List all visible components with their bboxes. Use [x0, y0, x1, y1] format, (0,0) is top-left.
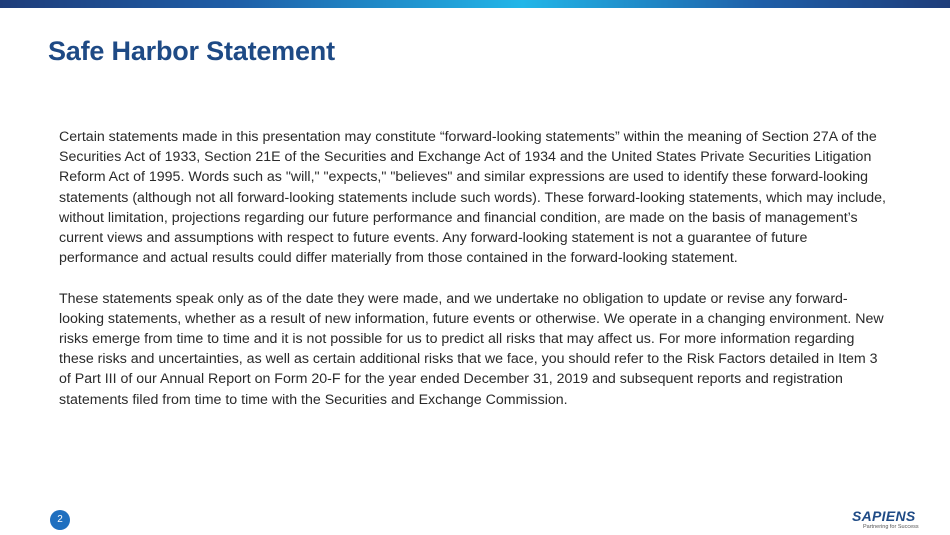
logo-wordmark: SAPIENS	[852, 508, 916, 524]
slide-body	[59, 127, 889, 410]
page-number-badge: 2	[50, 510, 70, 530]
header-accent-bar	[0, 0, 950, 8]
paragraph-obligations: These statements speak only as of the date they were made, and we undertake no obligation to update or revise any forward-looking statements, whether as a result of new information, future events or otherwise. We operate in a changing environment. New risks emerge from time to time and it is not possible for us to predict all risks that may affect us. For more information regarding these risks and uncertainties, as well as certain additional risks that we face, you should refer to the Risk Factors detailed in Item 3 of Part III of our Annual Report on Form 20-F for the year ended December 31, 2019 and subsequent reports and registration statements filed from time to time with the Securities and Exchange Commission.	[59, 290, 884, 408]
logo-tagline: Partnering for Success	[863, 524, 919, 530]
slide-title: Safe Harbor Statement	[48, 36, 335, 66]
sapiens-logo	[852, 508, 934, 532]
paragraph-forward-looking: Certain statements made in this presentation may constitute “forward-looking statements” within the meaning of Section 27A of the Securities Act of 1933, Section 21E of the Securities and Exchange Act of 1934 and the United States Private Securities Litigation Reform Act of 1995. Words such as "will," "expects," "believes" and similar expressions are used to identify these forward-looking statements (although not all forward-looking statements include such words). These forward-looking statements, which may include, without limitation, projections regarding our future performance and financial condition, are made on the basis of management’s current views and assumptions with respect to future events. Any forward-looking statement is not a guarantee of future performance and actual results could differ materially from those contained in the forward-looking statement.	[59, 129, 886, 267]
